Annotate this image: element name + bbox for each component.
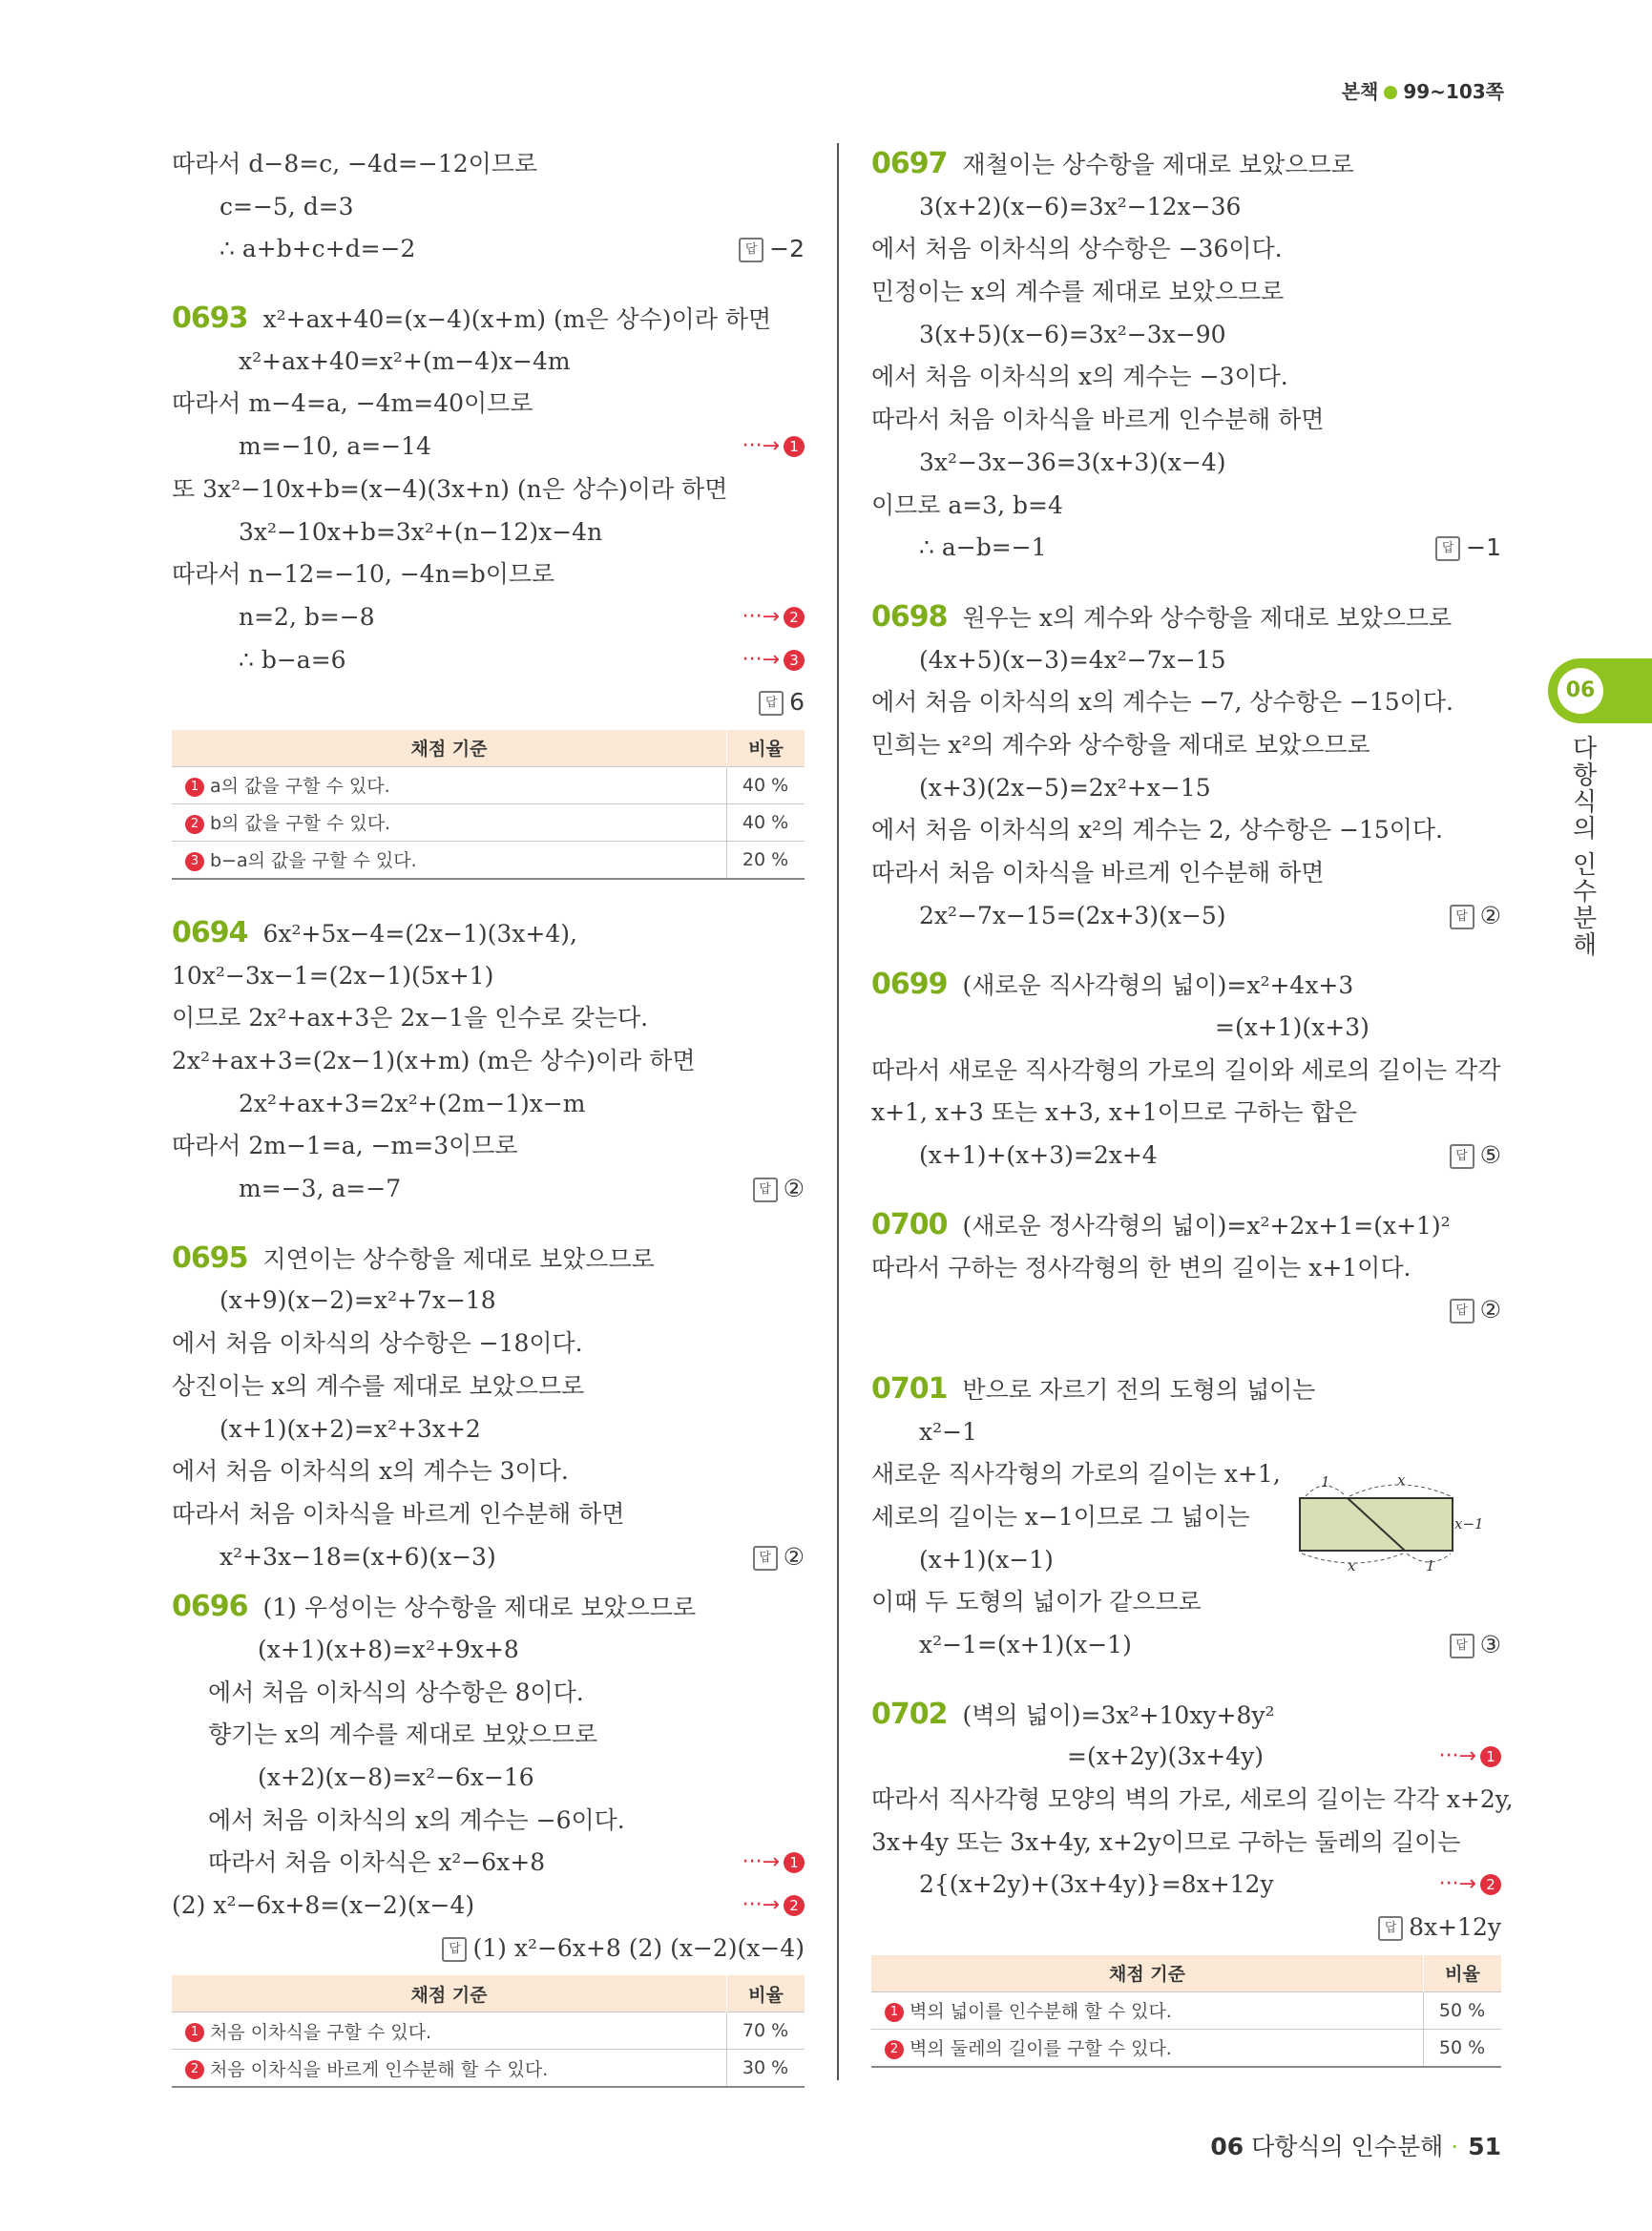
solution-line: (x+2)(x−8)=x²−6x−16 <box>258 1763 534 1791</box>
table-header: 채점 기준 <box>172 730 727 767</box>
solution-line: 3x+4y 또는 3x+4y, x+2y이므로 구하는 둘레의 길이는 <box>871 1827 1461 1856</box>
step-marker-2: ···→ 2 <box>742 596 805 639</box>
answer-line <box>172 1928 805 1970</box>
problem-0700: 0700 (새로운 정사각형의 넓이)=x²+2x+1=(x+1)² <box>871 1207 1451 1241</box>
solution-line: x²+ax+40=x²+(m−4)x−4m <box>239 346 571 375</box>
problem-0698: 0698 원우는 x의 계수와 상수항을 제대로 보았으므로 <box>871 599 1453 634</box>
solution-line: (x+9)(x−2)=x²+7x−18 <box>220 1286 496 1315</box>
table-row: 2 벽의 둘레의 길이를 구할 수 있다. 50 % <box>871 2029 1501 2067</box>
solution-line: (x+1)+(x+3)=2x+4 답 ⑤ <box>871 1135 1501 1178</box>
page-number: 51 <box>1468 2133 1501 2160</box>
problem-number: 0695 <box>172 1241 248 1275</box>
problem-0699: 0699 (새로운 직사각형의 넓이)=x²+4x+3 <box>871 968 1354 1002</box>
chapter-tab-title: 다항식의 인수분해 <box>1568 735 1597 959</box>
table-header: 비율 <box>1424 1955 1502 1992</box>
solution-line: 에서 처음 이차식의 상수항은 8이다. <box>208 1678 584 1706</box>
solution-line: 3(x+5)(x−6)=3x²−3x−90 <box>919 320 1226 348</box>
column-divider <box>837 143 839 2080</box>
solution-line: 따라서 처음 이차식을 바르게 인수분해 하면 <box>871 406 1325 434</box>
answer: 답 ② <box>1450 1289 1501 1332</box>
figure-label: 1 <box>1426 1557 1435 1574</box>
solution-line: 에서 처음 이차식의 x의 계수는 −6이다. <box>208 1805 625 1834</box>
table-row: 2 b의 값을 구할 수 있다. 40 % <box>172 803 805 841</box>
solution-line: m=−10, a=−14 ···→ 1 <box>172 426 805 469</box>
answer-line <box>172 681 805 724</box>
footer-title: 다항식의 인수분해 <box>1251 2133 1444 2160</box>
solution-line: x²−1=(x+1)(x−1) 답 ③ <box>871 1624 1501 1667</box>
solution-line: 따라서 처음 이차식은 x²−6x+8 ···→ 1 <box>172 1842 805 1885</box>
solution-line: 이므로 2x²+ax+3은 2x−1을 인수로 갖는다. <box>172 1004 649 1032</box>
solution-line: 에서 처음 이차식의 x의 계수는 3이다. <box>172 1457 569 1486</box>
problem-number: 0700 <box>871 1207 948 1241</box>
problem-0702: 0702 (벽의 넓이)=3x²+10xy+8y² <box>871 1697 1275 1731</box>
solution-line: (x+1)(x−1) <box>919 1545 1054 1574</box>
solution-line: 2x²−7x−15=(2x+3)(x−5) 답 ② <box>871 895 1501 938</box>
step-marker-1: ···→ 1 <box>1439 1736 1501 1779</box>
answer: 답 6 <box>759 681 805 724</box>
scoring-table <box>172 730 805 880</box>
answer-icon: 답 <box>753 1178 778 1202</box>
solution-line: 민정이는 x의 계수를 제대로 보았으므로 <box>871 278 1285 306</box>
figure-label: x−1 <box>1454 1515 1484 1533</box>
answer-icon: 답 <box>442 1937 467 1962</box>
solution-line: 이므로 a=3, b=4 <box>871 490 1063 519</box>
right-column <box>871 143 1514 2074</box>
answer-line <box>871 1289 1501 1332</box>
answer: 답 −1 <box>1435 527 1501 570</box>
solution-line: (x+3)(2x−5)=2x²+x−15 <box>919 773 1211 802</box>
solution-line: m=−3, a=−7 답 ② <box>172 1168 805 1211</box>
solution-line: n=2, b=−8 ···→ 2 <box>172 596 805 639</box>
answer-icon: 답 <box>1450 1634 1474 1658</box>
chapter-number: 06 <box>1558 668 1603 714</box>
page-header <box>1342 76 1504 104</box>
solution-line: 따라서 처음 이차식을 바르게 인수분해 하면 <box>871 859 1325 886</box>
solution-line: =(x+1)(x+3) <box>1215 1013 1370 1042</box>
intro-line: 따라서 d−8=c, −4d=−12이므로 <box>172 150 538 177</box>
solution-line: 에서 처음 이차식의 x의 계수는 −3이다. <box>871 363 1288 391</box>
solution-line: 향기는 x의 계수를 제대로 보았으므로 <box>208 1720 598 1749</box>
answer: 답 ② <box>1450 895 1501 938</box>
answer-icon: 답 <box>1435 536 1460 561</box>
bullet-icon <box>1384 86 1397 99</box>
answer-icon: 답 <box>753 1546 778 1571</box>
header-pages: 99~103쪽 <box>1403 80 1504 103</box>
problem-0696: 0696 (1) 우성이는 상수항을 제대로 보았으므로 <box>172 1590 697 1624</box>
table-row: 1 처음 이차식을 구할 수 있다. 70 % <box>172 2012 805 2050</box>
table-row: 1 a의 값을 구할 수 있다. 40 % <box>172 766 805 803</box>
step-marker-2: ···→ 2 <box>1439 1864 1501 1907</box>
rectangle-figure <box>1298 1470 1489 1574</box>
page-footer: 06 다항식의 인수분해 · 51 <box>1210 2133 1501 2160</box>
solution-line: x+1, x+3 또는 x+3, x+1이므로 구하는 합은 <box>871 1098 1357 1127</box>
solution-line: ∴ b−a=6 ···→ 3 <box>172 639 805 682</box>
solution-line: 따라서 m−4=a, −4m=40이므로 <box>172 389 533 418</box>
solution-line: ∴ a−b=−1 답 −1 <box>871 527 1501 570</box>
solution-line: (x+1)(x+8)=x²+9x+8 <box>258 1635 519 1663</box>
solution-line: 상진이는 x의 계수를 제대로 보았으므로 <box>172 1371 585 1400</box>
answer: 답 ③ <box>1450 1624 1501 1667</box>
answer-icon: 답 <box>739 238 763 262</box>
solution-line: 따라서 구하는 정사각형의 한 변의 길이는 x+1이다. <box>871 1253 1412 1282</box>
step-marker-2: ···→ 2 <box>742 1885 805 1928</box>
answer-line <box>871 1907 1501 1950</box>
solution-line: (4x+5)(x−3)=4x²−7x−15 <box>919 645 1226 674</box>
problem-0695: 0695 지연이는 상수항을 제대로 보았으므로 <box>172 1241 655 1275</box>
step-marker-1: ···→ 1 <box>742 426 805 469</box>
solution-line: 3x²−3x−36=3(x+3)(x−4) <box>919 448 1226 476</box>
answer: 답 ② <box>753 1168 805 1211</box>
table-header: 채점 기준 <box>871 1955 1424 1992</box>
answer: 답 8x+12y <box>1378 1907 1501 1950</box>
solution-line: 에서 처음 이차식의 x²의 계수는 2, 상수항은 −15이다. <box>871 816 1444 844</box>
solution-line: 3(x+2)(x−6)=3x²−12x−36 <box>919 192 1242 220</box>
solution-line: 따라서 처음 이차식을 바르게 인수분해 하면 <box>172 1499 625 1528</box>
problem-0694: 0694 6x²+5x−4=(2x−1)(3x+4), <box>172 915 577 949</box>
problem-number: 0694 <box>172 915 248 949</box>
table-header: 채점 기준 <box>172 1975 727 2012</box>
solution-line: (x+1)(x+2)=x²+3x+2 <box>220 1414 481 1443</box>
solution-line: 에서 처음 이차식의 상수항은 −36이다. <box>871 235 1283 263</box>
solution-line: x²−1 <box>919 1417 977 1446</box>
table-header: 비율 <box>727 1975 805 2012</box>
solution-line: =(x+2y)(3x+4y) ···→ 1 <box>871 1736 1501 1779</box>
solution-line: 따라서 2m−1=a, −m=3이므로 <box>172 1132 518 1160</box>
answer-icon: 답 <box>1450 905 1474 929</box>
figure-label: x <box>1397 1471 1406 1489</box>
table-header: 비율 <box>727 730 805 767</box>
solution-line: 따라서 새로운 직사각형의 가로의 길이와 세로의 길이는 각각 <box>871 1055 1501 1084</box>
solution-line: 3x²−10x+b=3x²+(n−12)x−4n <box>239 517 603 546</box>
figure-label: 1 <box>1321 1473 1330 1491</box>
solution-line: 이때 두 도형의 넓이가 같으므로 <box>871 1588 1202 1616</box>
solution-line: 2{(x+2y)+(3x+4y)}=8x+12y ···→ 2 <box>871 1864 1501 1907</box>
solution-line: 2x²+ax+3=(2x−1)(x+m) (m은 상수)이라 하면 <box>172 1047 696 1074</box>
intro-line: ∴ a+b+c+d=−2 답 −2 <box>172 228 805 271</box>
solution-line: x²+3x−18=(x+6)(x−3) 답 ② <box>172 1536 805 1579</box>
problem-number: 0702 <box>871 1697 948 1731</box>
answer: 답 ② <box>753 1536 805 1579</box>
solution-line: 민희는 x²의 계수와 상수항을 제대로 보았으므로 <box>871 730 1370 759</box>
answer-icon: 답 <box>1378 1916 1403 1941</box>
problem-0693: 0693 x²+ax+40=(x−4)(x+m) (m은 상수)이라 하면 <box>172 302 772 336</box>
figure-label: x <box>1348 1557 1356 1574</box>
header-book: 본책 <box>1341 80 1379 103</box>
table-row: 2 처음 이차식을 바르게 인수분해 할 수 있다. 30 % <box>172 2050 805 2088</box>
solution-line: 또 3x²−10x+b=(x−4)(3x+n) (n은 상수)이라 하면 <box>172 474 728 503</box>
solution-line: 따라서 n−12=−10, −4n=b이므로 <box>172 560 555 589</box>
solution-line: 에서 처음 이차식의 상수항은 −18이다. <box>172 1329 583 1358</box>
scoring-table <box>871 1955 1501 2068</box>
solution-line: 10x²−3x−1=(2x−1)(5x+1) <box>172 961 494 990</box>
step-marker-1: ···→ 1 <box>742 1842 805 1885</box>
footer-chapter: 06 <box>1210 2133 1244 2160</box>
step-marker-3: ···→ 3 <box>742 639 805 682</box>
solution-line: 새로운 직사각형의 가로의 길이는 x+1, <box>871 1460 1281 1489</box>
problem-number: 0698 <box>871 599 948 634</box>
problem-0701: 0701 반으로 자르기 전의 도형의 넓이는 <box>871 1371 1316 1406</box>
solution-line: 세로의 길이는 x−1이므로 그 넓이는 <box>871 1502 1250 1531</box>
problem-number: 0699 <box>871 968 948 1002</box>
chapter-tab <box>1548 658 1652 723</box>
table-row: 3 b−a의 값을 구할 수 있다. 20 % <box>172 841 805 879</box>
solution-line: 따라서 직사각형 모양의 벽의 가로, 세로의 길이는 각각 x+2y, <box>871 1785 1514 1814</box>
problem-number: 0697 <box>871 147 948 180</box>
intro-line: c=−5, d=3 <box>220 192 354 220</box>
answer-icon: 답 <box>759 691 784 716</box>
answer: 답 −2 <box>739 228 805 271</box>
answer: 답 ⑤ <box>1450 1135 1501 1178</box>
table-row: 1 벽의 넓이를 인수분해 할 수 있다. 50 % <box>871 1991 1501 2029</box>
solution-line: (2) x²−6x+8=(x−2)(x−4) ···→ 2 <box>172 1885 805 1928</box>
problem-0697: 0697 재철이는 상수항을 제대로 보았으므로 <box>871 147 1354 180</box>
answer-icon: 답 <box>1450 1299 1474 1324</box>
scoring-table <box>172 1975 805 2088</box>
answer-icon: 답 <box>1450 1144 1474 1169</box>
problem-number: 0701 <box>871 1371 948 1406</box>
solution-line: 2x²+ax+3=2x²+(2m−1)x−m <box>239 1089 586 1117</box>
left-column <box>172 143 805 2094</box>
problem-number: 0696 <box>172 1590 248 1624</box>
answer: 답 (1) x²−6x+8 (2) (x−2)(x−4) <box>442 1928 805 1970</box>
problem-number: 0693 <box>172 302 248 336</box>
solution-line: 에서 처음 이차식의 x의 계수는 −7, 상수항은 −15이다. <box>871 688 1453 717</box>
